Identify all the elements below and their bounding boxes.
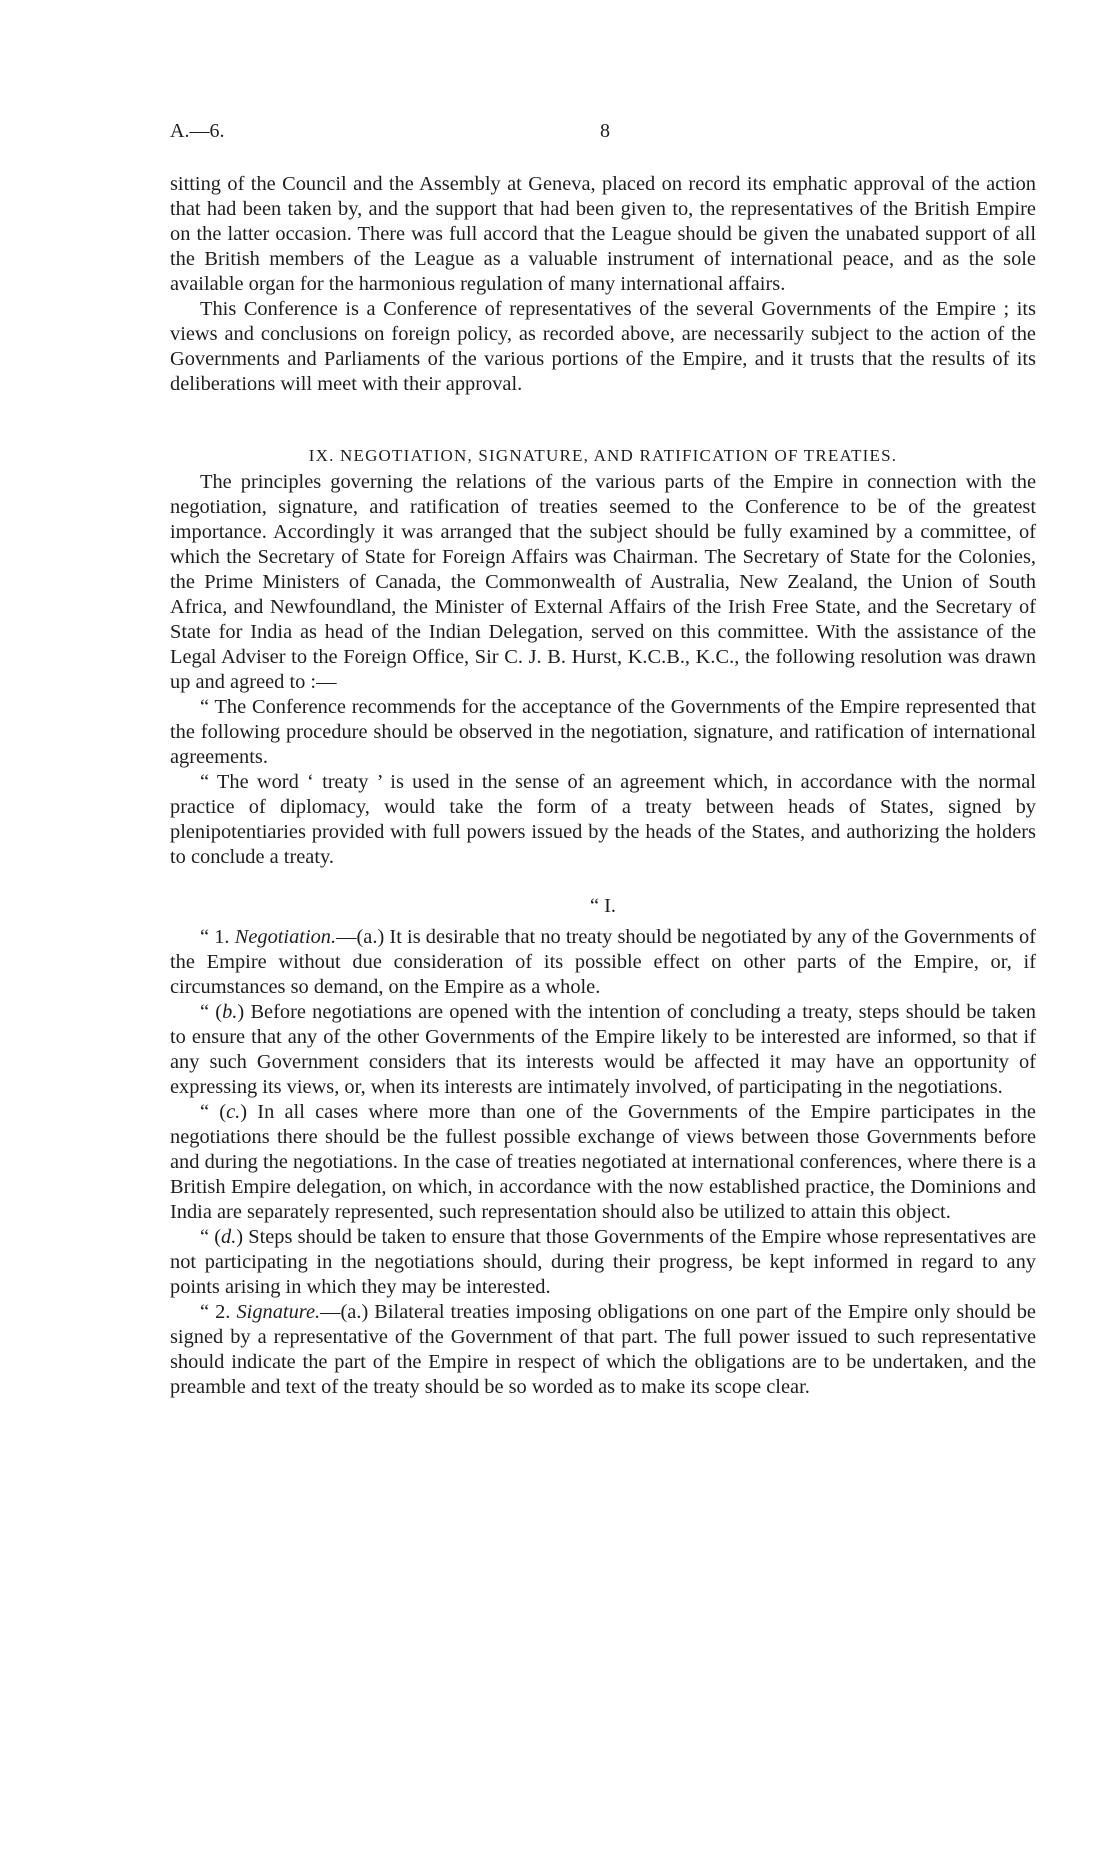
item-1c-letter: c. — [226, 1101, 241, 1123]
item-2a — [170, 1300, 1036, 1400]
item-1d-prefix: “ ( — [200, 1226, 221, 1248]
item-1c-prefix: “ ( — [200, 1101, 227, 1123]
item-1b-letter: b. — [222, 1001, 238, 1023]
intro-paragraph-1: sitting of the Council and the Assembly at Geneva, placed on record its emphatic approval of the action that had been taken by, and the support that had been given to, the representatives of the British Empire on the latter occasion. There was full accord that the League should be given the unabated support of all the British members of the League as a valuable instrument of international peace, and as the sole available organ for the harmonious regulation of many international affairs. — [170, 173, 1036, 295]
item-2a-label: Signature. — [236, 1301, 321, 1323]
item-1c-text: ) In all cases where more than one of the Governments of the Empire participates in the negotiations there should be the fullest possible exchange of views between those Governments before and during the negotiations. In the case of treaties negotiated at international conferences, where there is a British Empire delegation, on which, in accordance with the now established practice, the Dominions and India are separately represented, such representation should also be utilized to attain this object. — [170, 1101, 1036, 1223]
page-header — [170, 120, 1036, 150]
page-number: 8 — [600, 120, 610, 142]
item-1a-label: Negotiation. — [234, 926, 337, 948]
document-page — [170, 120, 1036, 1400]
item-1b-prefix: “ ( — [200, 1001, 223, 1023]
section-paragraph-3: “ The word ‘ treaty ’ is used in the sense of an agreement which, in accordance with the normal practice of diplomacy, would take the form of a treaty between heads of States, signed by plenipotentiaries provided with full powers issued by the heads of the States, and authorizing the holders to conclude a treaty. — [170, 771, 1036, 868]
part-one-mark: “ I. — [589, 895, 617, 917]
section-paragraph-2: “ The Conference recommends for the acceptance of the Governments of the Empire represented that the following procedure should be observed in the negotiation, signature, and ratification of international agreements. — [170, 696, 1036, 768]
item-2a-sub: —(a.) — [320, 1301, 369, 1323]
item-1a — [170, 925, 1036, 1000]
item-1d — [170, 1225, 1036, 1300]
item-1d-text: ) Steps should be taken to ensure that those Governments of the Empire whose representatives are not participating in the negotiations should, during their progress, be kept informed in regard to any points arising in which they may be interested. — [170, 1226, 1036, 1298]
section-paragraph-1: The principles governing the relations of the various parts of the Empire in connection with the negotiation, signature, and ratification of treaties seemed to the Conference to be of the greatest importance. Accordingly it was arranged that the subject should be fully examined by a committee, of which the Secretary of State for Foreign Affairs was Chairman. The Secretary of State for the Colonies, the Prime Ministers of Canada, the Commonwealth of Australia, New Zealand, the Union of South Africa, and Newfoundland, the Minister of External Affairs of the Irish Free State, and the Secretary of State for India as head of the Indian Delegation, served on this committee. With the assistance of the Legal Adviser to the Foreign Office, Sir C. J. B. Hurst, K.C.B., K.C., the following resolution was drawn up and agreed to :— — [170, 471, 1036, 693]
section-heading: IX. NEGOTIATION, SIGNATURE, AND RATIFICATION OF TREATIES. — [308, 446, 898, 465]
item-2a-text: Bilateral treaties imposing obligations on one part of the Empire only should be signed by a representative of the Government of that part. The full power issued to such representative should indicate the part of the Empire in respect of which the obligations are to be undertaken, and the preamble and text of the treaty should be so worded as to make its scope clear. — [170, 1301, 1036, 1398]
item-1b — [170, 1000, 1036, 1100]
item-1d-letter: d. — [221, 1226, 237, 1248]
item-1a-text: It is desirable that no treaty should be negotiated by any of the Governments of the Empire without due consideration of its possible effect on other parts of the Empire, or, if circumstances so demand, on the Empire as a whole. — [170, 926, 1036, 998]
document-reference: A.—6. — [170, 120, 225, 142]
item-1a-sub: —(a.) — [336, 926, 385, 948]
document-body — [170, 172, 1036, 1400]
intro-paragraph-2: This Conference is a Conference of representatives of the several Governments of the Empire ; its views and conclusions on foreign policy, as recorded above, are necessarily subject to the action of the Governments and Parliaments of the various portions of the Empire, and it trusts that the results of its deliberations will meet with their approval. — [170, 298, 1036, 395]
item-2a-prefix: “ 2. — [200, 1301, 231, 1323]
item-1a-prefix: “ 1. — [200, 926, 230, 948]
item-1c — [170, 1100, 1036, 1225]
item-1b-text: ) Before negotiations are opened with the intention of concluding a treaty, steps should be taken to ensure that any of the other Governments of the Empire likely to be interested are informed, so that if any such Government considers that its interests would be affected it may have an opportunity of expressing its views, or, when its interests are intimately involved, of participating in the negotiations. — [170, 1001, 1036, 1098]
